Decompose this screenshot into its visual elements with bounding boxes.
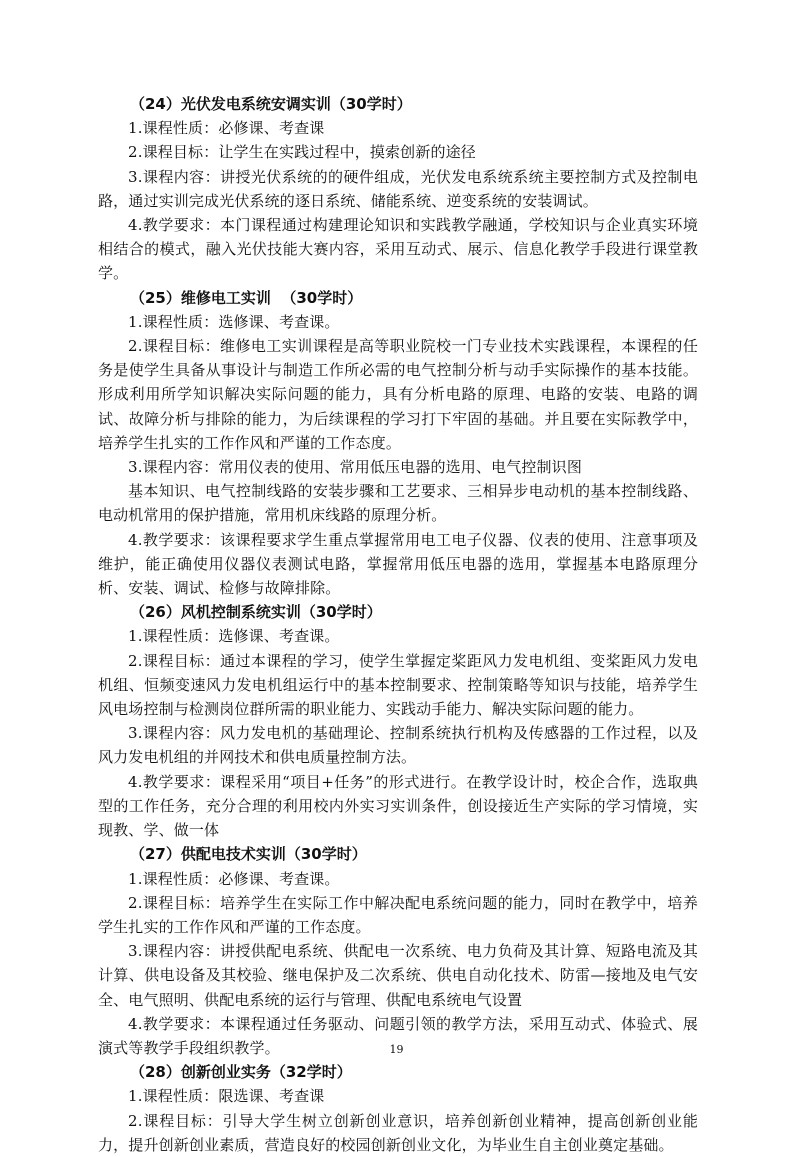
- page-content: [98, 92, 698, 1157]
- paragraph: 1.课程性质：限选课、考查课: [128, 1087, 325, 1106]
- course-section-25: [98, 286, 698, 601]
- paragraph: 3.课程内容：风力发电机的基础理论、控制系统执行机构及传感器的工作过程，以及风力发电机组的并网技术和供电质量控制方法。: [98, 724, 698, 767]
- section-heading: （27）供配电技术实训（30学时）: [130, 845, 367, 864]
- paragraph: 3.课程内容：讲授光伏系统的的硬件组成，光伏发电系统系统主要控制方式及控制电路，通过实训完成光伏系统的逐日系统、储能系统、逆变系统的安装调试。: [98, 167, 698, 210]
- paragraph: 1.课程性质：必修课、考查课。: [128, 869, 340, 888]
- section-heading: （28）创新创业实务（32学时）: [130, 1063, 352, 1082]
- section-heading: （24）光伏发电系统安调实训（30学时）: [130, 95, 412, 113]
- course-section-28: [98, 1060, 698, 1157]
- paragraph: 4.教学要求：本门课程通过构建理论知识和实践教学融通，学校知识与企业真实环境相结合的模式，融入光伏技能大赛内容，采用互动式、展示、信息化教学手段进行课堂教学。: [98, 216, 698, 283]
- paragraph: 4.教学要求：该课程要求学生重点掌握常用电工电子仪器、仪表的使用、注意事项及维护，能正确使用仪器仪表测试电路，掌握常用低压电器的选用，掌握基本电路原理分析、安装、调试、检修与故障排除。: [98, 530, 698, 598]
- paragraph: 4.教学要求：本课程通过任务驱动、问题引领的教学方法，采用互动式、体验式、展演式等教学手段组织教学。: [98, 1014, 698, 1057]
- paragraph: 3.课程内容：常用仪表的使用、常用低压电器的选用、电气控制识图: [128, 458, 582, 477]
- paragraph: 1.课程性质：选修课、考查课。: [128, 312, 340, 331]
- paragraph: 2.课程目标：培养学生在实际工作中解决配电系统问题的能力，同时在教学中，培养学生扎实的工作作风和严谨的工作态度。: [98, 893, 698, 936]
- paragraph: 2.课程目标：引导大学生树立创新创业意识，培养创新创业精神，提高创新创业能力，提升创新创业素质，营造良好的校园创新创业文化，为毕业生自主创业奠定基础。: [98, 1111, 698, 1154]
- paragraph: 4.教学要求：课程采用“项目+任务”的形式进行。在教学设计时，校企合作，选取典型的工作任务，充分合理的利用校内外实习实训条件，创设接近生产实际的学习情境，实现教、学、做一体: [98, 772, 698, 840]
- paragraph: 2.课程目标：让学生在实践过程中，摸索创新的途径: [128, 143, 476, 162]
- section-heading: （25）维修电工实训 （30学时）: [130, 288, 363, 307]
- paragraph: 2.课程目标：通过本课程的学习，使学生掌握定桨距风力发电机组、变桨距风力发电机组、恒频变速风力发电机组运行中的基本控制要求、控制策略等知识与技能，培养学生风电场控制与检测岗位群所需的职业能力、实践动手能力、解决实际问题的能力。: [98, 651, 698, 719]
- paragraph: 1.课程性质：必修课、考查课: [128, 119, 325, 138]
- paragraph: 1.课程性质：选修课、考查课。: [128, 627, 340, 646]
- course-section-27: [98, 842, 698, 1060]
- section-heading: （26）风机控制系统实训（30学时）: [130, 603, 382, 622]
- paragraph: 2.课程目标：维修电工实训课程是高等职业院校一门专业技术实践课程，本课程的任务是使学生具备从事设计与制造工作所必需的电气控制分析与动手实际操作的基本技能。形成利用所学知识解决实际问题的能力，具有分析电路的原理、电路的安装、电路的调试、故障分析与排除的能力，为后续课程的学习打下牢固的基础。并且要在实际教学中，培养学生扎实的工作作风和严谨的工作态度。: [98, 337, 698, 452]
- paragraph: 基本知识、电气控制线路的安装步骤和工艺要求、三相异步电动机的基本控制线路、电动机常用的保护措施，常用机床线路的原理分析。: [98, 482, 698, 525]
- paragraph: 3.课程内容：讲授供配电系统、供配电一次系统、电力负荷及其计算、短路电流及其计算、供电设备及其校验、继电保护及二次系统、供电自动化技术、防雷—接地及电气安全、电气照明、供配电系统的运行与管理、供配电系统电气设置: [98, 942, 698, 1009]
- course-section-26: [98, 600, 698, 842]
- course-section-24: [98, 92, 698, 286]
- page-number: 19: [389, 1043, 404, 1056]
